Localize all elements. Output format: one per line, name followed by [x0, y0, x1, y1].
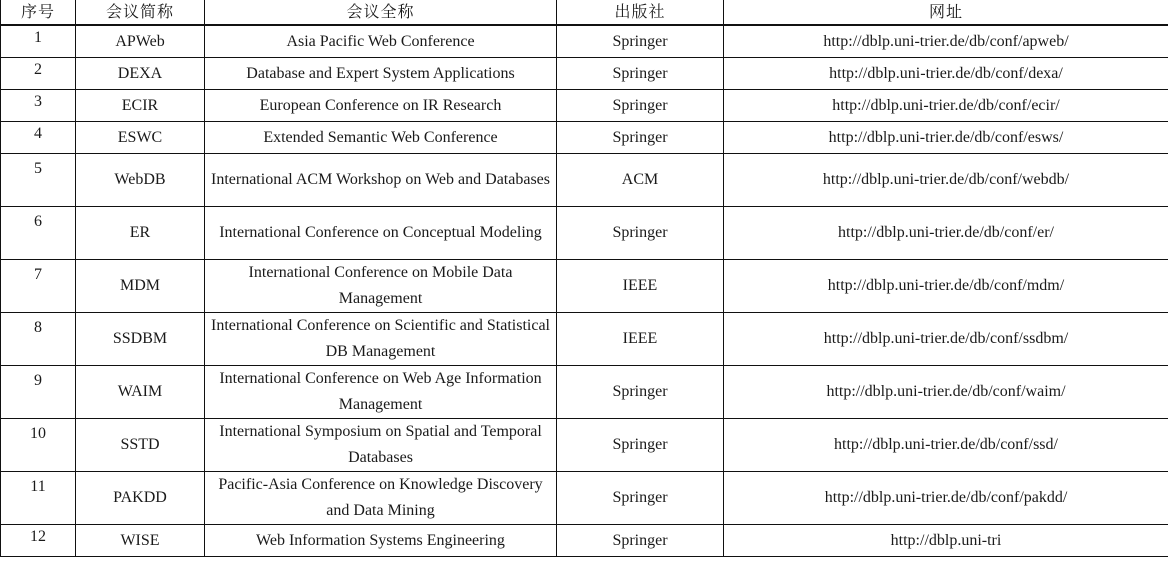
row-abbr: WAIM [76, 366, 205, 419]
row-publisher: Springer [557, 366, 724, 419]
row-url: http://dblp.uni-trier.de/db/conf/er/ [724, 207, 1168, 260]
row-url: http://dblp.uni-trier.de/db/conf/mdm/ [724, 260, 1168, 313]
table-row [1, 58, 1168, 90]
row-url: http://dblp.uni-trier.de/db/conf/ssd/ [724, 419, 1168, 472]
row-publisher: Springer [557, 525, 724, 557]
table-row [1, 154, 1168, 207]
row-abbr: DEXA [76, 58, 205, 90]
table-row [1, 366, 1168, 419]
row-abbr: PAKDD [76, 472, 205, 525]
row-number: 11 [1, 472, 76, 525]
row-number: 5 [1, 154, 76, 207]
row-abbr: ECIR [76, 90, 205, 122]
row-publisher: IEEE [557, 260, 724, 313]
row-abbr: WebDB [76, 154, 205, 207]
header-index: 序号 [1, 0, 76, 25]
table-row [1, 525, 1168, 557]
header-url: 网址 [724, 0, 1168, 25]
row-full-name: International Conference on Mobile Data Management [205, 260, 557, 313]
row-number: 1 [1, 25, 76, 58]
row-number: 8 [1, 313, 76, 366]
row-publisher: Springer [557, 122, 724, 154]
row-full-name: Asia Pacific Web Conference [205, 25, 557, 58]
row-publisher: ACM [557, 154, 724, 207]
table-row [1, 313, 1168, 366]
row-abbr: SSTD [76, 419, 205, 472]
row-publisher: Springer [557, 25, 724, 58]
row-abbr: WISE [76, 525, 205, 557]
row-number: 3 [1, 90, 76, 122]
row-full-name: International ACM Workshop on Web and Databases [205, 154, 557, 207]
row-publisher: Springer [557, 419, 724, 472]
row-full-name: International Conference on Conceptual Modeling [205, 207, 557, 260]
header-publisher: 出版社 [557, 0, 724, 25]
row-publisher: Springer [557, 90, 724, 122]
row-full-name: European Conference on IR Research [205, 90, 557, 122]
row-url: http://dblp.uni-trier.de/db/conf/waim/ [724, 366, 1168, 419]
row-full-name: Pacific-Asia Conference on Knowledge Discovery and Data Mining [205, 472, 557, 525]
table-row [1, 90, 1168, 122]
row-number: 10 [1, 419, 76, 472]
header-full-name: 会议全称 [205, 0, 557, 25]
row-url: http://dblp.uni-trier.de/db/conf/ecir/ [724, 90, 1168, 122]
table-row [1, 122, 1168, 154]
row-publisher: Springer [557, 472, 724, 525]
table-row [1, 260, 1168, 313]
row-abbr: MDM [76, 260, 205, 313]
row-abbr: APWeb [76, 25, 205, 58]
row-full-name: Extended Semantic Web Conference [205, 122, 557, 154]
table-row [1, 207, 1168, 260]
table-header-row [1, 0, 1168, 25]
row-url: http://dblp.uni-trier.de/db/conf/pakdd/ [724, 472, 1168, 525]
row-publisher: Springer [557, 58, 724, 90]
table-row [1, 25, 1168, 58]
row-number: 9 [1, 366, 76, 419]
row-full-name: Web Information Systems Engineering [205, 525, 557, 557]
row-number: 7 [1, 260, 76, 313]
header-abbr: 会议简称 [76, 0, 205, 25]
row-publisher: IEEE [557, 313, 724, 366]
row-abbr: ESWC [76, 122, 205, 154]
table-row [1, 419, 1168, 472]
row-full-name: International Conference on Web Age Information Management [205, 366, 557, 419]
row-number: 2 [1, 58, 76, 90]
row-url: http://dblp.uni-trier.de/db/conf/dexa/ [724, 58, 1168, 90]
row-url: http://dblp.uni-trier.de/db/conf/ssdbm/ [724, 313, 1168, 366]
row-number: 6 [1, 207, 76, 260]
row-full-name: International Symposium on Spatial and Temporal Databases [205, 419, 557, 472]
row-number: 4 [1, 122, 76, 154]
row-url: http://dblp.uni-trier.de/db/conf/apweb/ [724, 25, 1168, 58]
row-abbr: SSDBM [76, 313, 205, 366]
row-url: http://dblp.uni-trier.de/db/conf/webdb/ [724, 154, 1168, 207]
table-row [1, 472, 1168, 525]
row-url: http://dblp.uni-trier.de/db/conf/esws/ [724, 122, 1168, 154]
row-full-name: International Conference on Scientific and Statistical DB Management [205, 313, 557, 366]
row-number: 12 [1, 525, 76, 557]
row-abbr: ER [76, 207, 205, 260]
row-publisher: Springer [557, 207, 724, 260]
row-full-name: Database and Expert System Applications [205, 58, 557, 90]
row-url: http://dblp.uni-tri [724, 525, 1168, 557]
